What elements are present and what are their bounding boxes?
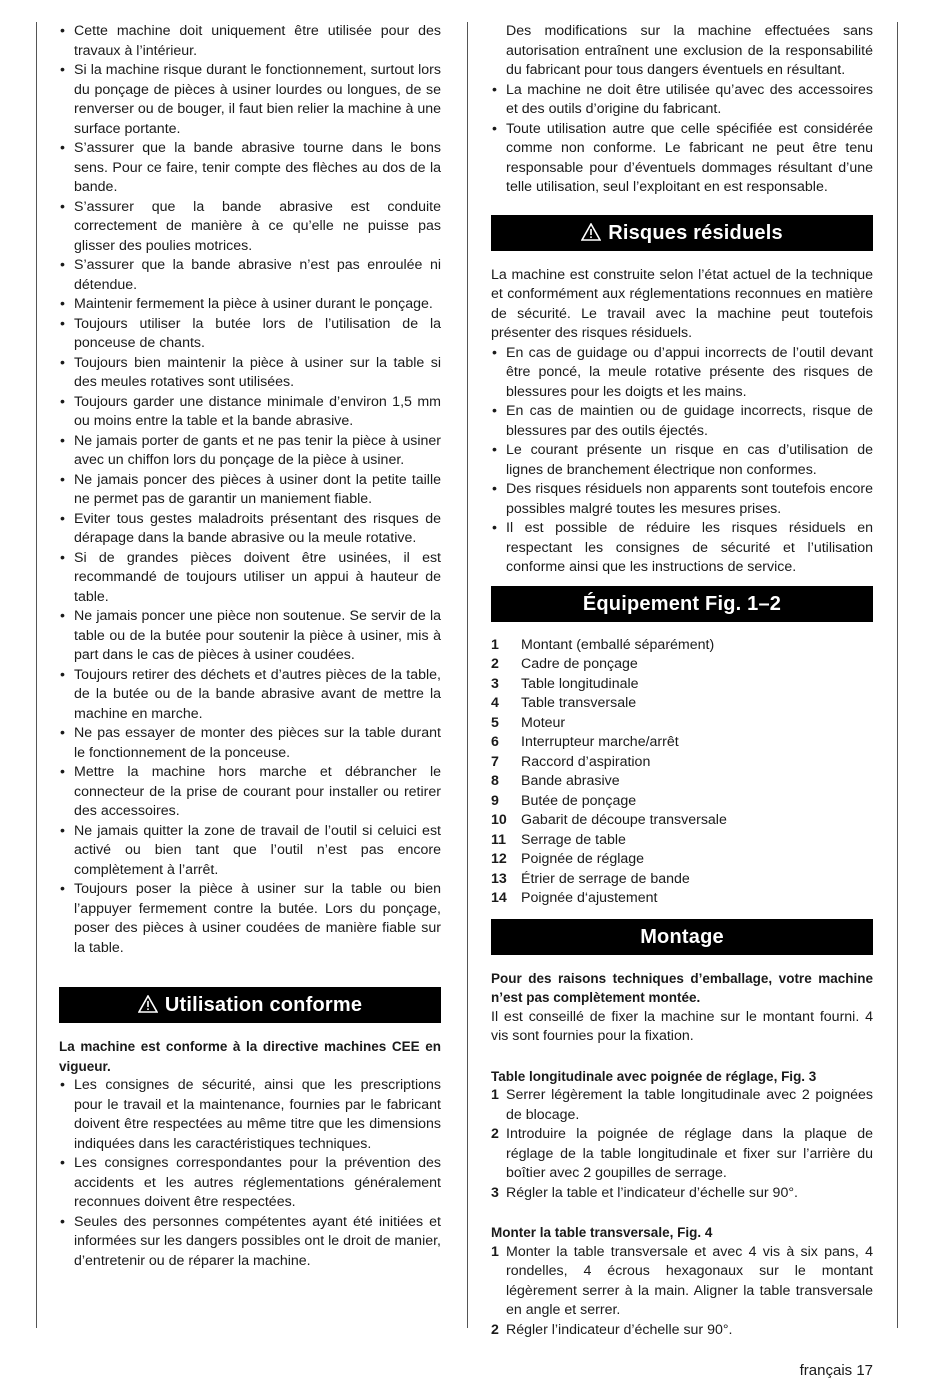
list-item [491, 792, 873, 812]
item-text: Introduire la poignée de réglage dans la plaque de réglage de la table longitudinale et fixer sur l’arrière du boîtier avec 2 goupilles de serrage. [506, 1126, 873, 1181]
item-number: 13 [491, 870, 507, 887]
list-item: • Eviter tous gestes maladroits présentant des risques de dérapage dans la bande abrasive ou la meule rotative. [59, 510, 441, 549]
section-header-montage [491, 919, 873, 955]
subheading-table-longitudinale: Table longitudinale avec poignée de réglage, Fig. 3 [491, 1068, 817, 1084]
list-item [491, 1243, 873, 1321]
list-item [491, 831, 873, 851]
item-number: 10 [491, 812, 507, 828]
list-item: • En cas de guidage ou d’appui incorrects de l’outil devant être poncé, la meule rotative présente des risques de blessures pour les doigts et les mains. [491, 344, 873, 403]
list-item: • Toujours garder une distance minimale d’environ 1,5 mm ou moins entre la table et la bande abrasive. [59, 393, 441, 432]
list-item [491, 1321, 873, 1341]
list-item: • Cette machine doit uniquement être utilisée pour des travaux à l’intérieur. [59, 22, 441, 61]
list-item [491, 889, 873, 909]
item-number: 5 [491, 714, 499, 731]
list-item [491, 655, 873, 675]
list-item: • S’assurer que la bande abrasive n’est pas enroulée ni détendue. [59, 256, 441, 295]
item-text: Poignée d‘ajustement [521, 890, 658, 906]
warning-icon [581, 223, 601, 241]
utilisation-bullet-list [59, 1076, 441, 1271]
list-item [491, 811, 873, 831]
list-item [491, 753, 873, 773]
list-item [491, 1184, 873, 1204]
list-item: • Toujours bien maintenir la pièce à usiner sur la table si des meules rotatives sont utilisées. [59, 354, 441, 393]
list-item: • Seules des personnes compétentes ayant été initiées et informées sur les dangers possibles ont le droit de manier, d’entretenir ou de réparer la machine. [59, 1213, 441, 1272]
list-item: • La machine ne doit être utilisée qu’avec des accessoires et des outils d’origine du fabricant. [491, 81, 873, 120]
risques-intro: La machine est construite selon l’état actuel de la technique et conformément aux réglementations reconnues en matière de sécurité. Le travail avec la machine peut toutefois présenter des risques résiduels. [491, 266, 873, 341]
item-number: 1 [491, 1087, 499, 1103]
item-number: 2 [491, 656, 499, 672]
item-number: 11 [491, 831, 506, 848]
item-text: Montant (emballé séparément) [521, 636, 715, 653]
warning-icon [138, 995, 158, 1013]
list-item: • Ne jamais poncer des pièces à usiner dont la petite taille ne permet pas de garantir un maniement fiable. [59, 471, 441, 510]
list-item [491, 870, 873, 890]
list-item: • Les consignes de sécurité, ainsi que les prescriptions pour le travail et la maintenance, fournies par le fabricant doivent être respectées au même titre que les dimensions indiquées dans les caractéristiques techniques. [59, 1076, 441, 1154]
subheading-table-transversale: Monter la table transversale, Fig. 4 [491, 1225, 713, 1240]
assembly-steps-2 [491, 1243, 873, 1341]
item-text: Gabarit de découpe transversale [521, 812, 727, 828]
item-text: Raccord d’aspiration [521, 753, 651, 770]
left-margin-rule [36, 22, 37, 1328]
item-text: Serrage de table [521, 831, 626, 848]
section-header-equipement [491, 586, 873, 622]
center-column-rule [467, 22, 468, 1328]
item-number: 1 [491, 1243, 499, 1260]
item-number: 3 [491, 675, 499, 692]
item-number: 6 [491, 734, 499, 750]
assembly-steps-1 [491, 1086, 873, 1203]
item-number: 7 [491, 753, 499, 770]
risques-bullet-list [491, 344, 873, 578]
list-item: • Ne pas essayer de monter des pièces sur la table durant le fonctionnement de la ponceuse. [59, 724, 441, 763]
list-item: • Des risques résiduels non apparents sont toutefois encore possibles malgré toutes les mesures prises. [491, 480, 873, 519]
list-item: • En cas de maintien ou de guidage incorrects, risque de blessures par des outils éjectés. [491, 402, 873, 441]
list-item: • S’assurer que la bande abrasive est conduite correctement de manière à ce qu’elle ne puisse pas glisser des poulies motrices. [59, 198, 441, 257]
list-item: • Il est possible de réduire les risques résiduels en respectant les consignes de sécurité et l’utilisation conforme ainsi que les instructions de service. [491, 519, 873, 578]
list-item [491, 850, 873, 870]
right-margin-rule [897, 22, 898, 1328]
left-column [59, 22, 441, 1271]
item-text: Moteur [521, 714, 566, 731]
list-item [491, 636, 873, 656]
item-text: Poignée de réglage [521, 851, 645, 867]
list-item [491, 1086, 873, 1125]
section-header-utilisation [59, 987, 441, 1023]
safety-bullet-list [59, 22, 441, 958]
page-footer: français 17 [799, 1362, 873, 1379]
item-number: 14 [491, 890, 507, 906]
list-item: • S’assurer que la bande abrasive tourne dans le bons sens. Pour ce faire, tenir compte des flèches au dos de la bande. [59, 139, 441, 198]
item-text: Cadre de ponçage [521, 656, 638, 672]
list-item: • Si de grandes pièces doivent être usinées, il est recommandé de toujours utiliser un appui à hauteur de table. [59, 549, 441, 608]
continuation-text: Des modifications sur la machine effectuées sans autorisation entraînent une exclusion de la responsabilité du fabricant pour tous dangers éventuels en résultant. [506, 23, 873, 78]
section-title: Montage [640, 925, 724, 948]
list-item: • Toujours poser la pièce à usiner sur la table ou bien l’appuyer fermement contre la butée. Lors du ponçage, poser des pièces à usiner coudées de manière fiable sur la table. [59, 880, 441, 958]
montage-intro-bold: Pour des raisons techniques d’emballage, votre machine n’est pas complètement montée. [491, 970, 873, 1005]
item-number: 3 [491, 1184, 499, 1201]
list-item: • Toujours utiliser la butée lors de l’utilisation de la ponceuse de chants. [59, 315, 441, 354]
item-text: Étrier de serrage de bande [521, 870, 690, 887]
section-header-risques [491, 215, 873, 251]
item-number: 2 [491, 1126, 499, 1142]
utilisation-intro: La machine est conforme à la directive machines CEE en vigueur. [59, 1039, 441, 1074]
item-text: Bande abrasive [521, 773, 620, 789]
item-text: Table transversale [521, 695, 637, 711]
item-text: Butée de ponçage [521, 792, 637, 809]
section-title: Risques résiduels [608, 221, 783, 244]
list-item [491, 714, 873, 734]
item-number: 2 [491, 1321, 499, 1338]
list-item: • Mettre la machine hors marche et débrancher le connecteur de la prise de courant pour installer ou retirer des accessoires. [59, 763, 441, 822]
list-item [491, 772, 873, 792]
section-title: Utilisation conforme [164, 994, 363, 1016]
list-item [491, 694, 873, 714]
item-number: 9 [491, 792, 499, 809]
list-item: • Ne jamais quitter la zone de travail de l’outil si celuici est activé ou bien tant que l’outil n’est pas encore complètement à l’arrêt. [59, 822, 441, 881]
list-item: • Maintenir fermement la pièce à usiner durant le ponçage. [59, 295, 441, 315]
item-number: 8 [491, 773, 499, 789]
equipment-list [491, 636, 873, 909]
item-text: Table longitudinale [521, 675, 639, 692]
list-item: • Le courant présente un risque en cas d’utilisation de lignes de branchement électrique non conformes. [491, 441, 873, 480]
item-number: 12 [491, 851, 507, 867]
usage-bullet-list [491, 81, 873, 198]
item-text: Interrupteur marche/arrêt [521, 734, 679, 750]
list-item: • Ne jamais poncer une pièce non soutenue. Se servir de la table ou de la butée pour soutenir la pièce à usiner, mis à part dans le cas de pièces à usiner coudées. [59, 607, 441, 666]
montage-intro-text: Il est conseillé de fixer la machine sur le montant fourni. 4 vis sont fournies pour la fixation. [491, 1008, 873, 1044]
list-item: • Si la machine risque durant le fonctionnement, surtout lors du ponçage de pièces à usiner lourdes ou longues, de se renverser ou de bouger, il faut bien relier la machine à une surface portante. [59, 61, 441, 139]
item-text: Monter la table transversale et avec 4 vis à six pans, 4 rondelles, 4 écrous hexagonaux sur le montant légèrement serrer à la main. Aligner la table transversale en angle et serrer. [506, 1243, 873, 1318]
list-item [491, 675, 873, 695]
right-column [491, 22, 873, 1340]
list-item: • Toujours retirer des déchets et d’autres pièces de la table, de la butée ou de la bande abrasive avant de mettre la machine en marche. [59, 666, 441, 725]
list-item: • Ne jamais porter de gants et ne pas tenir la pièce à usiner avec un chiffon lors du ponçage de la pièce à usiner. [59, 432, 441, 471]
item-text: Régler l’indicateur d’échelle sur 90°. [506, 1321, 733, 1338]
list-item [491, 733, 873, 753]
item-text: Serrer légèrement la table longitudinale avec 2 poignées de blocage. [506, 1087, 873, 1123]
list-item: • Toute utilisation autre que celle spécifiée est considérée comme non conforme. Le fabricant ne peut être tenu responsable pour d’éventuels dommages résultant d’une telle utilisation, seul l’exploitant en est responsable. [491, 120, 873, 198]
item-number: 1 [491, 636, 499, 653]
list-item: • Les consignes correspondantes pour la prévention des accidents et les autres réglementations généralement reconnues doivent être respectées. [59, 1154, 441, 1213]
item-number: 4 [491, 695, 499, 711]
item-text: Régler la table et l’indicateur d’échelle sur 90°. [506, 1184, 798, 1201]
section-title: Équipement Fig. 1–2 [582, 592, 782, 615]
list-item [491, 1125, 873, 1184]
